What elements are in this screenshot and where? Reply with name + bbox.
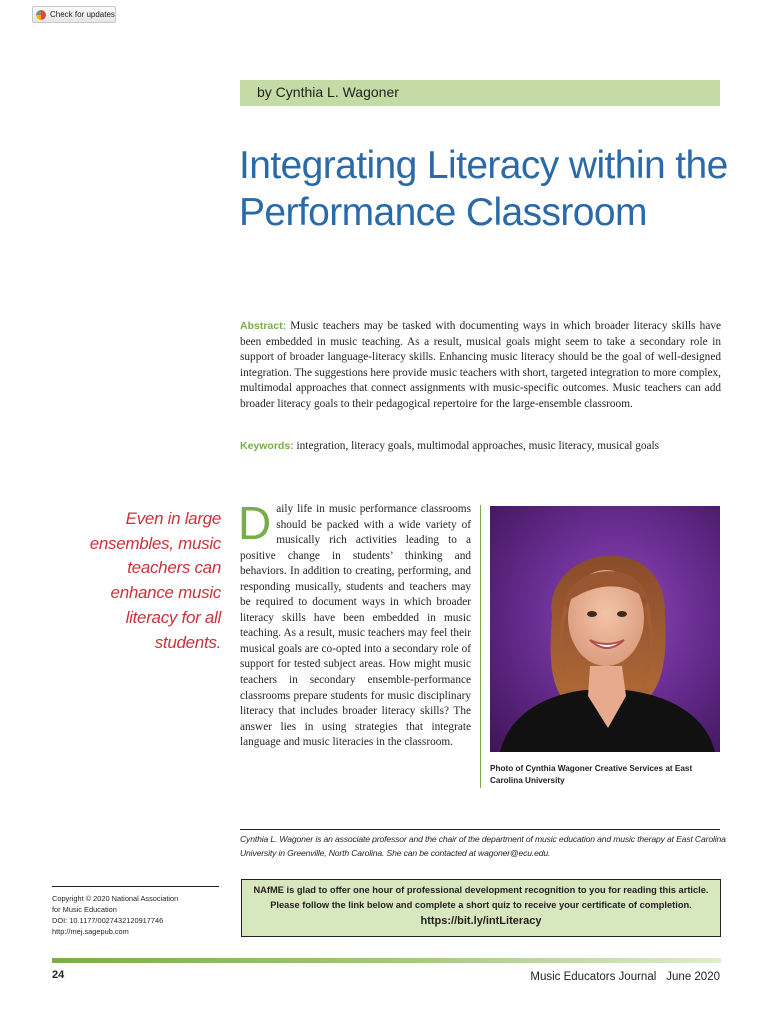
copyright-line: for Music Education (52, 905, 117, 914)
nafme-line-2: Please follow the link below and complete a short quiz to receive your certificate of completion. (270, 900, 692, 910)
journal-url[interactable]: http://mej.sagepub.com (52, 927, 129, 936)
author-photo (490, 506, 720, 752)
nafme-line-1: NAfME is glad to offer one hour of professional development recognition to you for reading this article. (253, 885, 709, 895)
drop-cap: D (238, 497, 272, 549)
abstract-text: Music teachers may be tasked with documenting ways in which broader literacy skills have been embedded in music teaching. As a result, musical goals might seem to take a secondary role in support of broader language-literacy skills. Enhancing music literacy should be the goal of well-designed integration. The suggestions here provide music teachers with short, targeted integration to more complex, multimodal approaches that connect assignments with music-specific outcomes. Music teachers can add broader literacy goals to their pedagogical repertoire for the large-ensemble classroom. (240, 320, 721, 410)
footer-bar (52, 958, 721, 963)
journal-name: Music Educators Journal (530, 971, 657, 983)
article-title: Integrating Literacy within the Performance Classroom (239, 144, 728, 234)
doi-line: DOI: 10.1177/0027432120917746 (52, 916, 164, 925)
body-text: aily life in music performance classrooms should be packed with a wide variety of musically rich activities leading to a positive change in students’ thinking and behaviors. In addition to creating, performing, and responding musically, students and teachers may be required to document ways in which broader literacy skills have been embedded in music teaching. As a result, music teachers may feel their musical goals are co-opted into a secondary role of support for tested subject areas. How might music teachers in secondary ensemble-performance classrooms prepare students for music disciplinary literacy that includes broader literacy skills? The answer lies in using strategies that integrate language and music literacies in the classroom. (240, 503, 471, 749)
body-paragraph (238, 497, 471, 751)
photo-caption: Photo of Cynthia Wagoner Creative Services at East Carolina University (490, 764, 693, 785)
copyright-line: Copyright © 2020 National Association (52, 894, 179, 903)
check-for-updates-label: Check for updates (50, 10, 115, 19)
bio-divider (240, 829, 720, 830)
issue-date: June 2020 (666, 971, 720, 983)
nafme-quiz-link[interactable]: https://bit.ly/intLiteracy (420, 915, 542, 927)
copyright-block (52, 893, 222, 937)
keywords-label: Keywords: (240, 440, 294, 452)
keywords (240, 439, 730, 453)
author-bio: Cynthia L. Wagoner is an associate professor and the chair of the department of music education and music therapy at East Carolina University in Greenville, North Carolina. She can be contacted at wagoner@ecu.edu. (240, 834, 726, 858)
page-number: 24 (52, 969, 65, 981)
column-divider (480, 505, 481, 788)
author-byline: by Cynthia L. Wagoner (257, 84, 399, 100)
copyright-divider (52, 886, 219, 887)
crossmark-icon (36, 10, 46, 20)
journal-footer (530, 971, 720, 983)
pull-quote: Even in large ensembles, music teachers can enhance music literacy for all students. (89, 509, 221, 652)
nafme-notice-box (241, 879, 721, 937)
check-for-updates-button[interactable] (32, 6, 116, 23)
author-portrait-image (490, 506, 720, 752)
abstract-label: Abstract: (240, 320, 287, 332)
abstract (240, 319, 721, 413)
keywords-text: integration, literacy goals, multimodal approaches, music literacy, musical goals (296, 440, 660, 452)
